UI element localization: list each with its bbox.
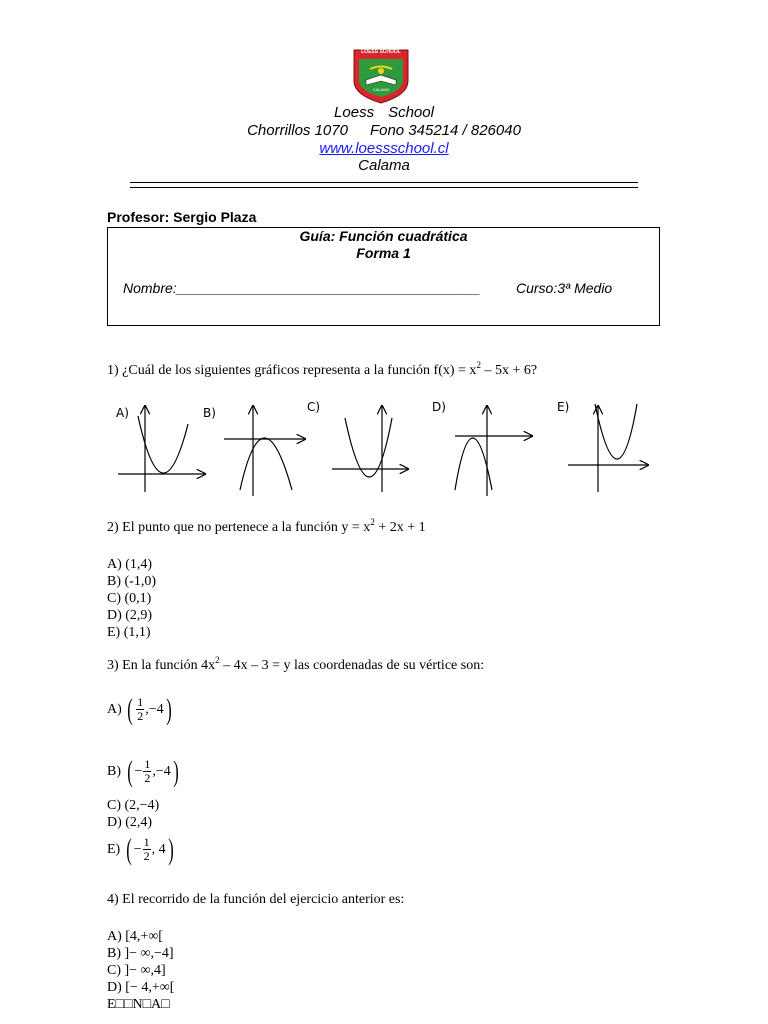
address: Chorrillos 1070 xyxy=(247,122,348,139)
q3-option-a xyxy=(107,694,174,726)
q3-e-rparen: ) xyxy=(167,832,174,866)
q3-b-lparen: ( xyxy=(126,754,133,788)
graph-label-a: A) xyxy=(116,406,129,420)
q1-prefix: 1) ¿Cuál de los siguientes gráficos representa a la función f(x) = x xyxy=(107,363,477,378)
graph-a xyxy=(118,406,205,492)
q3-a-label: A) xyxy=(107,702,122,717)
q1-graphs xyxy=(100,396,680,500)
q3-prefix: 3) En la función 4x xyxy=(107,658,216,673)
guide-title: Guía: Función cuadrática xyxy=(299,228,468,244)
q3-a-lparen: ( xyxy=(127,692,134,726)
graph-d xyxy=(455,406,532,496)
q3-b-den: 2 xyxy=(144,771,151,786)
q3-b-fraction xyxy=(143,758,151,785)
q2-option-e: E) (1,1) xyxy=(107,625,151,640)
q3-b-num: 1 xyxy=(144,757,151,772)
graph-label-d: D) xyxy=(432,400,446,414)
graph-e xyxy=(568,404,648,492)
graph-label-b: B) xyxy=(203,406,216,420)
course-label: Curso:3ª Medio xyxy=(516,280,613,296)
q2-suffix: + 2x + 1 xyxy=(374,520,426,535)
q2-option-b: B) (-1,0) xyxy=(107,574,156,589)
graph-label-e: E) xyxy=(557,400,570,414)
phone: Fono 345214 / 826040 xyxy=(369,122,521,139)
q3-e-fraction xyxy=(143,836,151,863)
q2-option-d: D) (2,9) xyxy=(107,608,153,623)
q3-e-sign: − xyxy=(133,842,142,857)
graph-label-c: C) xyxy=(307,400,321,414)
q1-exp: 2 xyxy=(476,360,481,370)
q3-e-label: E) xyxy=(107,842,121,857)
header-rule-bottom xyxy=(130,187,638,188)
q3-option-c: C) (2,−4) xyxy=(107,798,160,813)
website-line xyxy=(0,140,768,157)
graph-b xyxy=(224,406,305,496)
school-logo xyxy=(352,47,410,105)
question-1 xyxy=(107,360,538,379)
teacher-name: Profesor: Sergio Plaza xyxy=(107,209,257,225)
q1-suffix: – 5x + 6? xyxy=(480,363,538,378)
q3-a-rest: ,−4 xyxy=(145,702,164,717)
logo-text-top: LOESS SCHOOL xyxy=(361,49,401,55)
q3-e-den: 2 xyxy=(143,849,150,864)
q3-a-rparen: ) xyxy=(165,692,172,726)
question-4: 4) El recorrido de la función del ejercicio anterior es: xyxy=(107,892,405,907)
school-name-a: Loess xyxy=(334,104,375,121)
school-address xyxy=(0,122,768,139)
q2-option-a: A) (1,4) xyxy=(107,557,153,572)
header-rule-top xyxy=(130,182,638,183)
q3-suffix: – 4x – 3 = y las coordenadas de su vértice son: xyxy=(219,658,485,673)
q4-option-b: B) ]− ∞,−4] xyxy=(107,946,174,961)
q3-e-lparen: ( xyxy=(125,832,132,866)
q3-option-b xyxy=(107,756,181,788)
q3-b-label: B) xyxy=(107,764,121,779)
q3-b-rest: ,−4 xyxy=(152,764,171,779)
q3-b-rparen: ) xyxy=(173,754,179,788)
q2-prefix: 2) El punto que no pertenece a la función y = x xyxy=(107,520,371,535)
q2-option-c: C) (0,1) xyxy=(107,591,152,606)
name-field-label: Nombre:_______________________________________ xyxy=(123,280,481,296)
q4-option-c: C) ]− ∞,4] xyxy=(107,963,166,978)
q3-a-num: 1 xyxy=(137,695,144,710)
q3-b-sign: − xyxy=(134,764,143,779)
logo-text-bottom: CALAMA xyxy=(372,87,390,92)
question-3 xyxy=(107,655,485,674)
school-name-b: School xyxy=(388,104,434,121)
q3-a-den: 2 xyxy=(137,709,144,724)
q3-e-num: 1 xyxy=(143,835,150,850)
website-link[interactable]: www.loessschool.cl xyxy=(319,140,449,157)
q4-option-e: E□□N□A□ xyxy=(107,997,170,1012)
q2-exp: 2 xyxy=(370,517,375,527)
q4-option-a: A) [4,+∞[ xyxy=(107,929,163,944)
q3-e-rest: , 4 xyxy=(151,842,166,857)
q4-option-d: D) [− 4,+∞[ xyxy=(107,980,175,995)
graph-c xyxy=(332,406,408,492)
guide-form: Forma 1 xyxy=(356,245,411,261)
q3-a-fraction xyxy=(136,696,144,723)
q3-option-e xyxy=(107,834,176,866)
q3-option-d: D) (2,4) xyxy=(107,815,153,830)
q3-exp: 2 xyxy=(215,655,220,665)
school-name xyxy=(0,104,768,121)
question-2 xyxy=(107,517,426,536)
city: Calama xyxy=(358,157,410,174)
